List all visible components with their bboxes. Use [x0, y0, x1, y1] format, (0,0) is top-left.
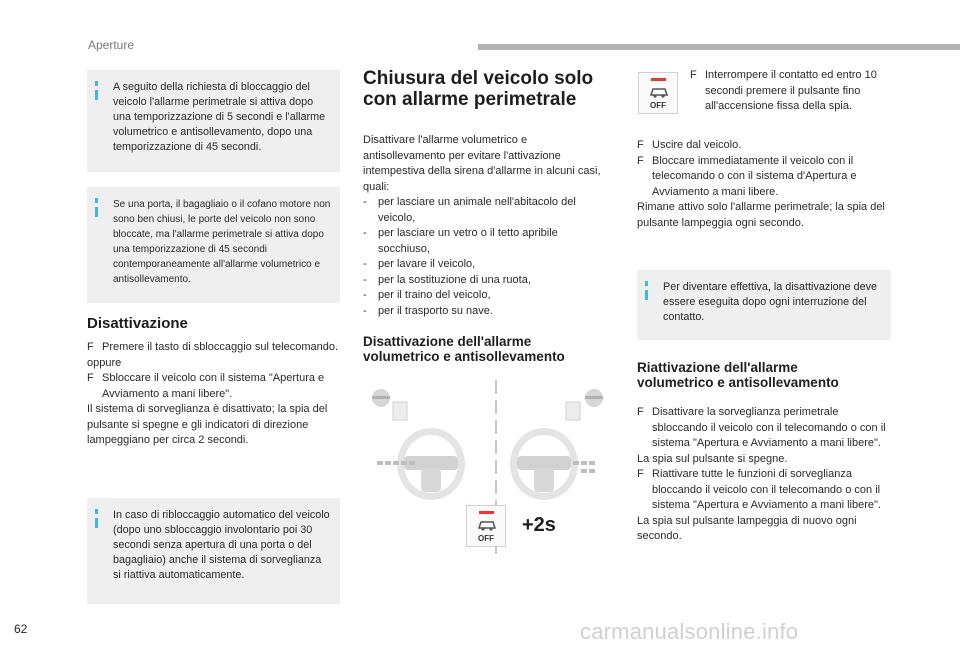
body-text: Rimane attivo solo l'allarme perimetrale; la spia del pulsante lampeggia ogni secondo.	[637, 201, 885, 229]
steering-wheel-left-icon	[397, 428, 465, 500]
info-icon-stem	[95, 90, 98, 100]
dash-marker: -	[363, 289, 367, 301]
subsection-title-disattivazione: Disattivazione dell'allarme volumetrico e antisollevamento	[363, 334, 565, 364]
dash-marker: -	[363, 258, 367, 270]
off-label: OFF	[650, 101, 666, 110]
car-alarm-icon	[648, 85, 670, 99]
indicator-led	[651, 78, 666, 81]
info-note-effective	[637, 270, 891, 340]
dash-list-item: - per la sostituzione di una ruota,	[363, 273, 608, 289]
subsection-title-riattivazione: Riattivazione dell'allarme volumetrico e antisollevamento	[637, 360, 839, 390]
header-bar	[478, 44, 960, 50]
dash-list-item: - per il trasporto su nave.	[363, 304, 608, 320]
alarm-off-button-icon	[466, 505, 506, 547]
dash-marker: -	[363, 227, 367, 239]
info-note-relock	[87, 498, 340, 604]
locking-steps	[637, 138, 892, 231]
off-label: OFF	[478, 534, 494, 543]
dash-marker: -	[363, 304, 367, 317]
note-text: In caso di ribloccaggio automatico del veicolo (dopo uno sbloccaggio involontario poi 30 secondi senza apertura di una porta o del bagagliaio) anche il sistema di sorveglianza si riattiva automaticamente.	[113, 509, 330, 581]
steering-wheel-small-icon	[585, 389, 603, 407]
step-marker: F	[690, 69, 697, 81]
dash-list	[363, 195, 608, 319]
info-icon	[95, 509, 98, 514]
info-icon-stem	[95, 518, 98, 528]
disattivazione-body	[87, 340, 343, 449]
car-alarm-icon	[476, 518, 498, 532]
step-marker: F	[637, 139, 644, 151]
step-marker: F	[87, 372, 94, 384]
riattivazione-body	[637, 405, 892, 545]
body-text: La spia sul pulsante lampeggia di nuovo ogni secondo.	[637, 514, 857, 542]
step-marker: F	[637, 154, 644, 167]
step-item: F Sbloccare il veicolo con il sistema "Apertura e Avviamento a mani libere".	[87, 372, 325, 400]
info-icon-stem	[95, 207, 98, 217]
steering-wheel-small-icon	[372, 389, 390, 407]
oppure-text: oppure	[87, 356, 122, 369]
sensor-icon	[393, 402, 407, 420]
step-item: F Interrompere il contatto ed entro 10 secondi premere il pulsante fino all'accensione fissa della spia.	[690, 69, 877, 112]
step-interrompere	[690, 68, 888, 115]
chiusura-body	[363, 133, 608, 319]
info-icon	[95, 81, 98, 86]
info-icon	[95, 198, 98, 203]
note-text: Se una porta, il bagagliaio o il cofano motore non sono ben chiusi, le porte del veicolo non sono bloccate, ma l'allarme perimetrale si attiva dopo una temporizzazione di 45 secondi contemporaneamente all'allarme volumetrico e antisollevamento.	[113, 199, 331, 285]
step-marker: F	[637, 406, 644, 418]
watermark: carmanualsonline.info	[580, 619, 799, 644]
chapter-title: Aperture	[88, 38, 135, 52]
body-text: La spia sul pulsante si spegne.	[637, 452, 788, 465]
main-title: Chiusura del veicolo solo con allarme perimetrale	[363, 68, 594, 110]
info-icon-stem	[645, 290, 648, 300]
step-marker: F	[637, 468, 644, 480]
hold-duration-label: +2s	[522, 514, 556, 536]
dash-list-item: - per lasciare un vetro o il tetto apribile socchiuso,	[363, 227, 558, 255]
dash-marker: -	[363, 196, 367, 208]
step-item: F Uscire dal veicolo.	[637, 138, 892, 154]
steering-wheel-right-icon	[510, 428, 578, 500]
step-item: F Bloccare immediatamente il veicolo con il telecomando o con il sistema d'Apertura e Avviamento a mani libere.	[637, 154, 857, 198]
dash-list-item: - per il traino del veicolo,	[363, 288, 608, 304]
switch-panel-left-icon	[377, 461, 415, 465]
note-text: Per diventare effettiva, la disattivazione deve essere eseguita dopo ogni interruzione del contatto.	[663, 281, 878, 323]
step-item: F Disattivare la sorveglianza perimetrale sbloccando il veicolo con il telecomando o con il sistema "Apertura e Avviamento a mani libere".	[637, 406, 886, 449]
step-item: F Riattivare tutte le funzioni di sorveglianza bloccando il veicolo con il telecomando o con il sistema "Apertura e Avviamento a mani libere".	[637, 468, 881, 511]
step-marker: F	[87, 341, 94, 353]
dash-marker: -	[363, 273, 367, 286]
step-item: F Premere il tasto di sbloccaggio sul telecomando.	[87, 340, 343, 356]
dash-list-item: - per lavare il veicolo,	[363, 257, 608, 273]
page-number: 62	[14, 622, 28, 636]
section-title-disattivazione: Disattivazione	[87, 315, 188, 332]
info-note-doors	[87, 187, 340, 303]
alarm-off-button-icon	[638, 72, 678, 114]
sensor-icon	[566, 402, 580, 420]
info-icon	[645, 281, 648, 286]
info-note-timing	[87, 70, 340, 172]
note-text: A seguito della richiesta di bloccaggio del veicolo l'allarme perimetrale si attiva dopo una temporizzazione di 5 secondi e l'allarme volumetrico e antisollevamento, dopo una temporizzazione di 45 secondi.	[113, 81, 326, 153]
body-text: Il sistema di sorveglianza è disattivato; la spia del pulsante si spegne e gli indicatori di direzione lampeggiano per circa 2 secondi.	[87, 403, 328, 446]
intro-text: Disattivare l'allarme volumetrico e antisollevamento per evitare l'attivazione intempestiva della sirena d'allarme in alcuni casi, quali:	[363, 134, 601, 193]
dash-list-item: - per lasciare un animale nell'abitacolo del veicolo,	[363, 196, 576, 224]
indicator-led	[479, 511, 494, 514]
